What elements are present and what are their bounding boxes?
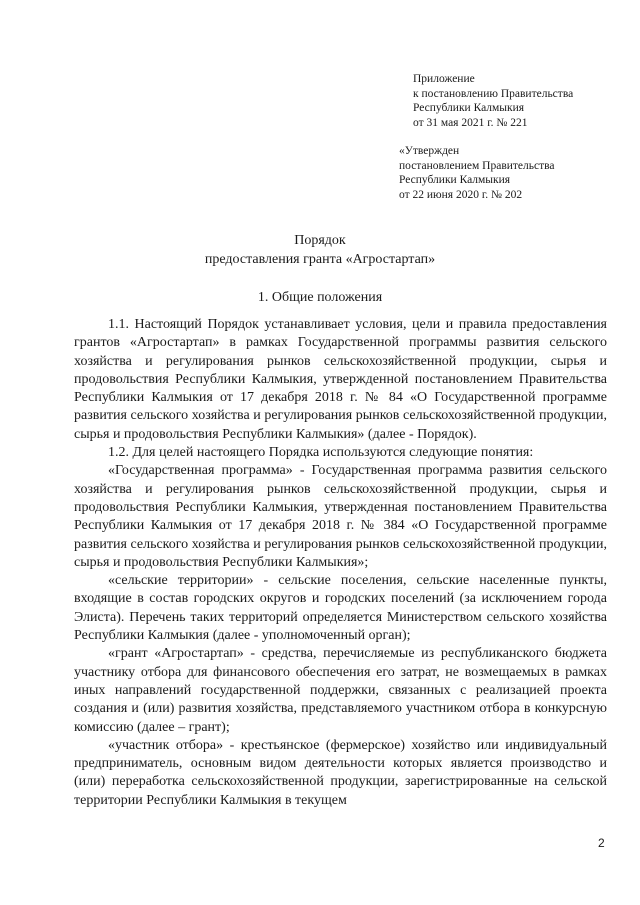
- section-heading: 1. Общие положения: [257, 290, 383, 305]
- page-number: 2: [598, 836, 605, 850]
- approval-line: от 22 июня 2020 г. № 202: [399, 188, 523, 201]
- appendix-line: к постановлению Правительства: [413, 87, 574, 100]
- paragraph: 1.1. Настоящий Порядок устанавливает условия, цели и правила предоставления грантов «Агростартап» в рамках Государственной программы развития сельского хозяйства и регулирования рынков сельскохозяйственной продукции, сырья и продовольствия Республики Калмыкия, утвержденной постановлением Правительства Республики Калмыкия от 17 декабря 2018 г. № 84 «О Государственной программе развития сельского хозяйства и регулирования рынков сельскохозяйственной продукции, сырья и продовольствия Республики Калмыкия» (далее - Порядок).: [74, 317, 607, 442]
- approval-line: Республики Калмыкия: [399, 174, 511, 186]
- paragraph: «участник отбора» - крестьянское (фермерское) хозяйство или индивидуальный предприниматель, основным видом деятельности которых является производство и (или) переработка сельскохозяйственной продукции, зарегистрированные на сельской территории Республики Калмыкия в текущем: [74, 737, 607, 808]
- document-title: [0, 231, 640, 269]
- paragraph: «Государственная программа» - Государственная программа развития сельского хозяйства и регулирования рынков сельскохозяйственной продукции, сырья и продовольствия Республики Калмыкия, утвержденная постановлением Правительства Республики Калмыкия от 17 декабря 2018 г. № 384 «О Государственной программе развития сельского хозяйства и регулирования рынков сельскохозяйственной продукции, сырья и продовольствия Республики Калмыкия»;: [74, 463, 607, 570]
- paragraph: «грант «Агростартап» - средства, перечисляемые из республиканского бюджета участнику отбора для финансового обеспечения его затрат, не возмещаемых в рамках иных направлений государственной поддержки, связанных с реализацией проекта создания и (или) развития хозяйства, представляемого участником отбора в конкурсную комиссию (далее – грант);: [74, 646, 607, 735]
- appendix-line: Республики Калмыкия: [413, 102, 525, 114]
- title-line: Порядок: [294, 233, 346, 248]
- approval-line: постановлением Правительства: [399, 159, 555, 172]
- paragraph: 1.2. Для целей настоящего Порядка используются следующие понятия:: [108, 445, 534, 461]
- approval-note: [399, 144, 629, 202]
- document-body: [74, 316, 607, 810]
- title-line: предоставления гранта «Агростартап»: [204, 252, 436, 267]
- appendix-line: Приложение: [413, 73, 475, 85]
- approval-line: «Утвержден: [399, 145, 460, 157]
- appendix-note: [413, 72, 628, 130]
- appendix-line: от 31 мая 2021 г. № 221: [413, 116, 528, 129]
- paragraph: «сельские территории» - сельские поселения, сельские населенные пункты, входящие в состав городских округов и городских поселений (за исключением города Элиста). Перечень таких территорий определяется Министерством сельского хозяйства Республики Калмыкия (далее - уполномоченный орган);: [74, 573, 607, 644]
